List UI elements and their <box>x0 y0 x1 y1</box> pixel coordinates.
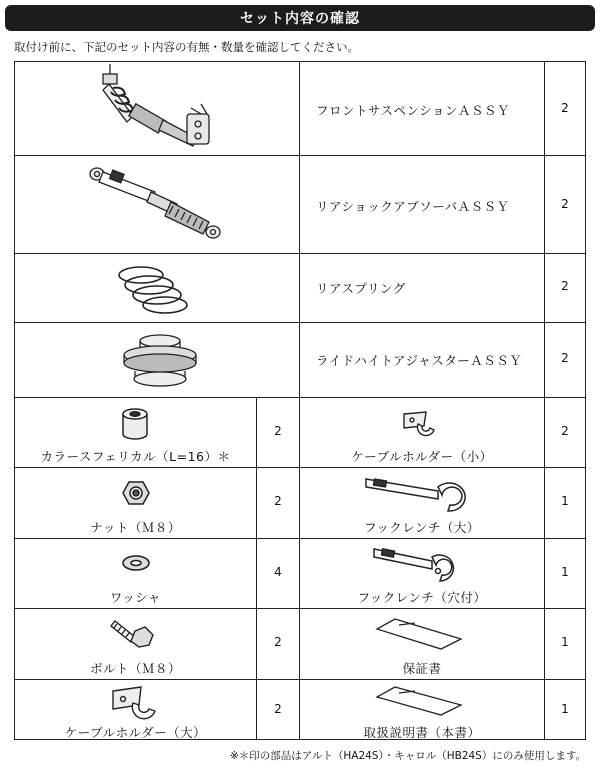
part-image-cell <box>15 323 300 397</box>
intro-text: 取付け前に、下記のセット内容の有無・数量を確認してください。 <box>14 40 359 54</box>
part-qty-cell <box>545 680 585 739</box>
footnote: ※＊印の部品はアルト（HA24S）・キャロル（HB24S）にのみ使用します。 <box>229 750 586 762</box>
part-qty-cell <box>545 254 585 322</box>
part-qty: 2 <box>561 424 569 438</box>
part-name: フロントサスペンションＡＳＳＹ <box>316 103 510 118</box>
part-qty: 1 <box>561 494 569 508</box>
rear-spring-icon <box>15 254 299 322</box>
part-name: カラースフェリカル（L=16）＊ <box>40 449 231 464</box>
part-qty: 2 <box>274 702 282 716</box>
part-qty: 2 <box>274 635 282 649</box>
table-row <box>15 323 585 398</box>
part-qty: 2 <box>561 197 569 211</box>
part-qty-cell <box>257 468 300 538</box>
table-row <box>15 254 585 323</box>
front-suspension-icon <box>15 62 299 155</box>
ride-height-adjuster-icon <box>15 323 299 397</box>
part-image-cell <box>15 156 300 253</box>
part-name-cell <box>300 62 545 155</box>
parts-table <box>14 61 586 740</box>
part-cell-right <box>300 539 545 608</box>
section-title: セット内容の確認 <box>240 11 360 27</box>
part-qty: 2 <box>561 351 569 365</box>
section-header <box>5 5 595 31</box>
part-qty: 2 <box>274 424 282 438</box>
part-cell-right <box>300 468 545 538</box>
part-qty-cell <box>257 609 300 679</box>
part-name: フックレンチ（穴付） <box>357 590 487 605</box>
part-name: ケーブルホルダー（小） <box>351 449 493 464</box>
part-image-cell <box>15 254 300 322</box>
part-name: 保証書 <box>402 661 442 676</box>
part-qty: 4 <box>274 565 282 579</box>
part-qty: 1 <box>561 702 569 716</box>
part-qty-cell <box>257 680 300 739</box>
table-row <box>15 539 585 609</box>
table-row <box>15 62 585 156</box>
part-cell-left <box>15 539 257 608</box>
part-cell-left <box>15 680 257 739</box>
part-name-cell <box>300 156 545 253</box>
table-row <box>15 156 585 254</box>
part-qty-cell <box>257 539 300 608</box>
part-cell-right <box>300 680 545 739</box>
part-qty: 2 <box>561 279 569 293</box>
part-cell-left <box>15 398 257 467</box>
part-cell-right <box>300 609 545 679</box>
part-qty-cell <box>545 539 585 608</box>
part-cell-left <box>15 609 257 679</box>
table-row <box>15 398 585 468</box>
part-name: 取扱説明書（本書） <box>363 725 481 740</box>
part-qty: 2 <box>561 101 569 115</box>
part-name-cell <box>300 254 545 322</box>
part-name-cell <box>300 323 545 397</box>
rear-shock-absorber-icon <box>15 156 299 253</box>
table-row <box>15 680 585 739</box>
part-cell-right <box>300 398 545 467</box>
part-qty-cell <box>545 156 585 253</box>
part-name: ボルト（Ｍ８） <box>89 661 181 676</box>
part-image-cell <box>15 62 300 155</box>
part-name: ライドハイトアジャスターＡＳＳＹ <box>316 353 523 368</box>
part-name: ナット（Ｍ８） <box>90 520 181 535</box>
part-name: ケーブルホルダー（大） <box>64 725 207 740</box>
part-qty-cell <box>257 398 300 467</box>
part-qty-cell <box>545 398 585 467</box>
part-cell-left <box>15 468 257 538</box>
part-qty-cell <box>545 609 585 679</box>
part-qty-cell <box>545 468 585 538</box>
part-qty-cell <box>545 62 585 155</box>
part-qty: 1 <box>561 565 569 579</box>
table-row <box>15 609 585 680</box>
part-name: リアスプリング <box>316 281 406 296</box>
part-name: リアショックアブソーバＡＳＳＹ <box>316 199 510 214</box>
part-qty: 1 <box>561 635 569 649</box>
part-qty: 2 <box>274 494 282 508</box>
part-name: フックレンチ（大） <box>364 520 480 535</box>
part-qty-cell <box>545 323 585 397</box>
part-name: ワッシャ <box>109 590 162 605</box>
table-row <box>15 468 585 539</box>
